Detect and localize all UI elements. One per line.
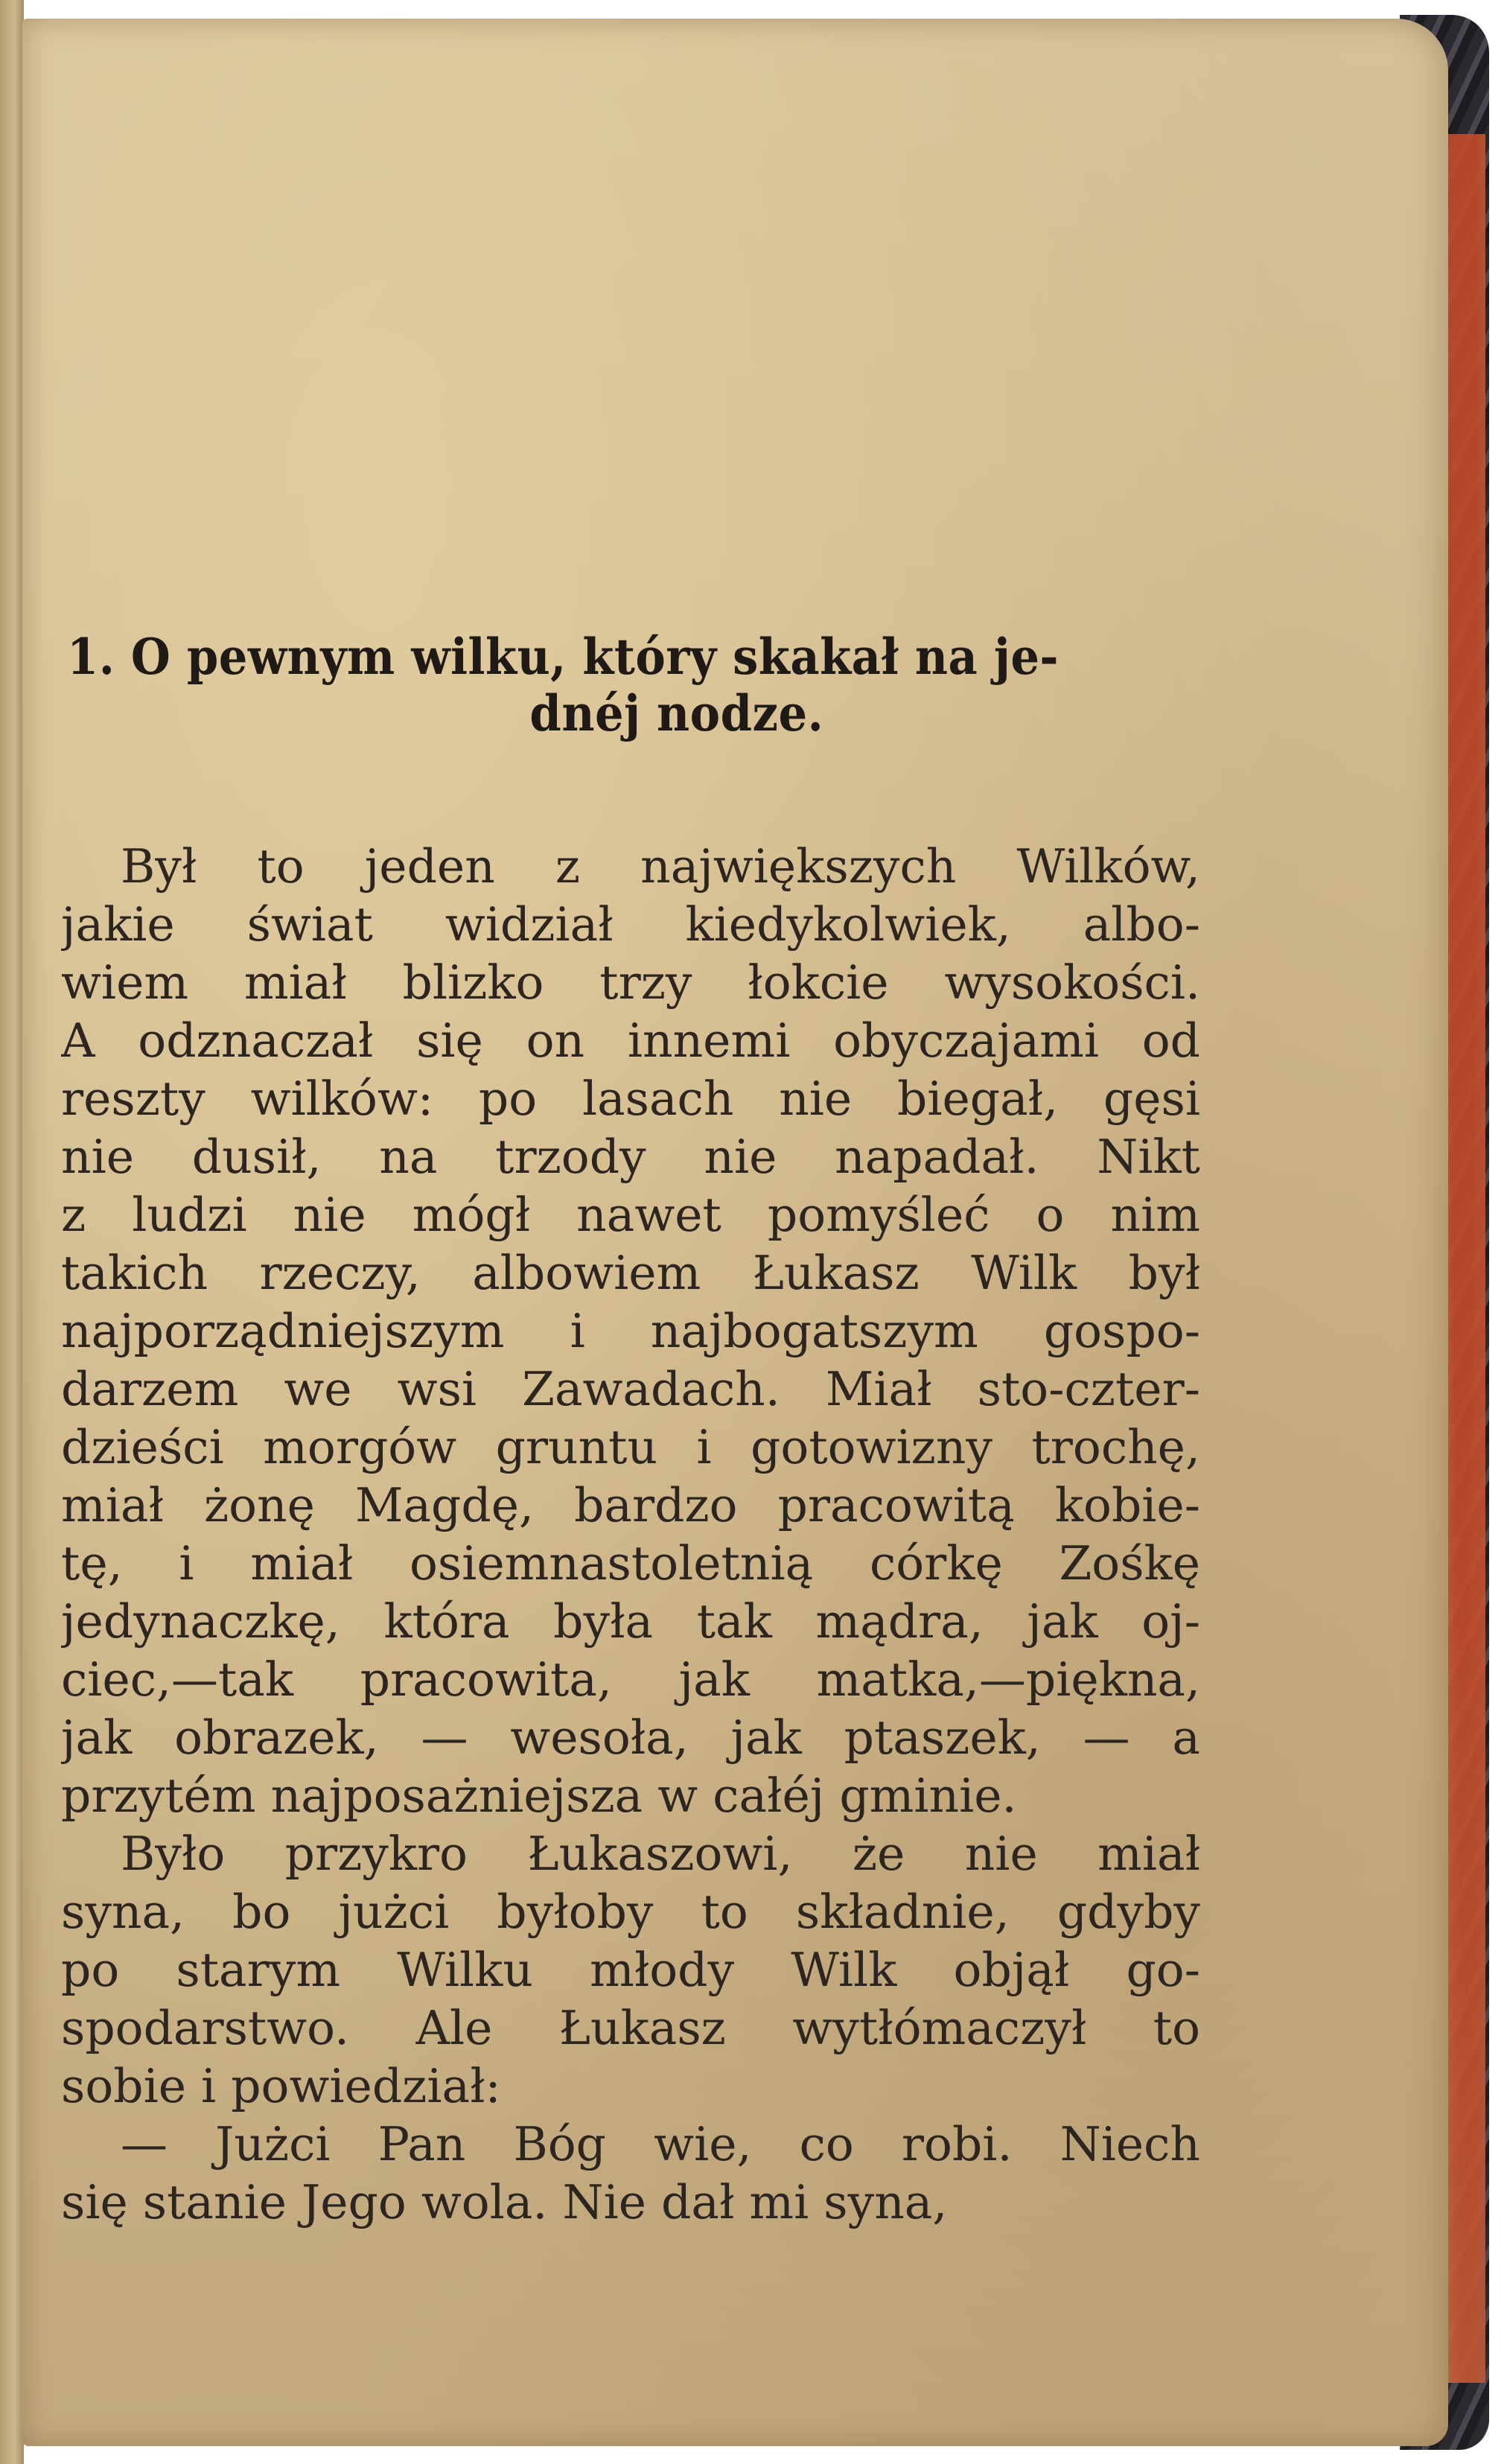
text-line: Było przykro Łukaszowi, że nie miał (121, 1827, 1200, 1881)
text-line: — Jużci Pan Bóg wie, co robi. Niech (121, 2117, 1200, 2171)
text-line: jedynaczkę, która była tak mądra, jak oj- (61, 1594, 1200, 1649)
text-line: syna, bo jużci byłoby to składnie, gdyby (61, 1885, 1200, 1939)
chapter-title-line-2: dnéj nodze. (529, 684, 824, 742)
chapter-title (67, 629, 1108, 742)
text-line: A odznaczał się on innemi obyczajami od (61, 1013, 1200, 1068)
text-line: jak obrazek, — wesoła, jak ptaszek, — a (61, 1710, 1200, 1765)
text-line: ciec,—tak pracowita, jak matka,—piękna, (61, 1652, 1200, 1707)
text-line: dzieści morgów gruntu i gotowizny trochę, (61, 1420, 1200, 1474)
text-line: darzem we wsi Zawadach. Miał sto-czter- (61, 1362, 1200, 1416)
text-line: jakie świat widział kiedykolwiek, albo- (61, 897, 1200, 952)
body-text (61, 838, 1200, 2232)
text-line: reszty wilków: po lasach nie biegał, gęsi (61, 1072, 1200, 1126)
text-line: sobie i powiedział: (61, 2059, 501, 2113)
text-line: nie dusił, na trzody nie napadał. Nikt (61, 1130, 1200, 1184)
text-line: przytém najposażniejsza w całéj gminie. (61, 1769, 1017, 1823)
text-line: z ludzi nie mógł nawet pomyśleć o nim (61, 1188, 1200, 1242)
text-line: spodarstwo. Ale Łukasz wytłómaczył to (61, 2001, 1200, 2055)
text-line: tę, i miał osiemnastoletnią córkę Zośkę (61, 1536, 1200, 1591)
text-line: najporządniejszym i najbogatszym gospo- (61, 1304, 1200, 1358)
text-line: po starym Wilku młody Wilk objął go- (61, 1943, 1200, 1997)
text-line: się stanie Jego wola. Nie dał mi syna, (61, 2175, 948, 2229)
book-page (22, 19, 1448, 2446)
chapter-title-line-1: 1. O pewnym wilku, który skakał na je- (67, 628, 1060, 686)
text-line: Był to jeden z największych Wilków, (121, 839, 1200, 894)
text-line: wiem miał blizko trzy łokcie wysokości. (61, 955, 1200, 1010)
adjacent-page-edge (0, 0, 24, 2464)
text-line: miał żonę Magdę, bardzo pracowitą kobie- (61, 1478, 1200, 1532)
text-line: takich rzeczy, albowiem Łukasz Wilk był (61, 1246, 1200, 1300)
